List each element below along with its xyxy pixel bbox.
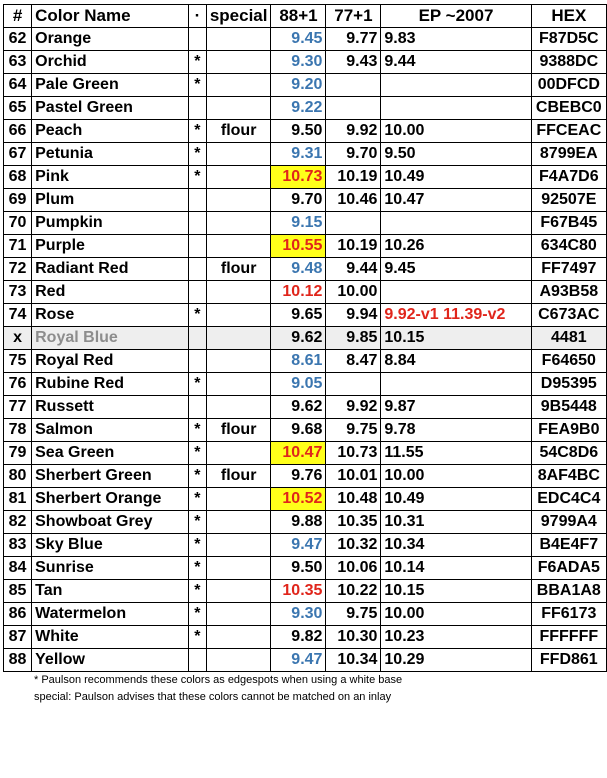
edgespot-marker: * — [189, 488, 207, 511]
value-88: 10.12 — [271, 281, 326, 304]
row-number: 87 — [4, 626, 32, 649]
table-row — [4, 649, 607, 672]
table-row — [4, 304, 607, 327]
value-88: 9.45 — [271, 28, 326, 51]
value-ep: 9.83 — [381, 28, 531, 51]
value-ep: 10.31 — [381, 511, 531, 534]
color-name: Rubine Red — [32, 373, 189, 396]
color-name: Plum — [32, 189, 189, 212]
row-number: 85 — [4, 580, 32, 603]
value-ep: 9.45 — [381, 258, 531, 281]
hex-code: F6ADA5 — [531, 557, 606, 580]
value-77: 10.19 — [326, 235, 381, 258]
value-77: 9.70 — [326, 143, 381, 166]
value-77: 10.32 — [326, 534, 381, 557]
value-77 — [326, 97, 381, 120]
row-number: 74 — [4, 304, 32, 327]
color-name: Russett — [32, 396, 189, 419]
value-ep: 10.00 — [381, 465, 531, 488]
value-88: 9.47 — [271, 649, 326, 672]
value-77 — [326, 373, 381, 396]
header-color-name: Color Name — [32, 5, 189, 28]
table-row — [4, 166, 607, 189]
row-number: 63 — [4, 51, 32, 74]
value-88: 10.52 — [271, 488, 326, 511]
row-number: 73 — [4, 281, 32, 304]
value-ep: 11.55 — [381, 442, 531, 465]
value-ep: 10.49 — [381, 166, 531, 189]
special-note — [206, 97, 271, 120]
table-row — [4, 212, 607, 235]
hex-code: 9B5448 — [531, 396, 606, 419]
row-number: 84 — [4, 557, 32, 580]
table-row — [4, 488, 607, 511]
value-ep: 9.87 — [381, 396, 531, 419]
color-name: Sherbert Green — [32, 465, 189, 488]
row-number: 81 — [4, 488, 32, 511]
color-name: White — [32, 626, 189, 649]
value-88: 9.20 — [271, 74, 326, 97]
table-row — [4, 603, 607, 626]
hex-code: F87D5C — [531, 28, 606, 51]
color-name: Tan — [32, 580, 189, 603]
value-77: 10.73 — [326, 442, 381, 465]
color-name: Pale Green — [32, 74, 189, 97]
special-note: flour — [206, 465, 271, 488]
special-note — [206, 327, 271, 350]
color-name: Peach — [32, 120, 189, 143]
hex-code: C673AC — [531, 304, 606, 327]
value-77 — [326, 74, 381, 97]
special-note — [206, 281, 271, 304]
row-number: 69 — [4, 189, 32, 212]
footnote-special: special: Paulson advises that these colors cannot be matched on an inlay — [34, 691, 392, 703]
value-88: 9.62 — [271, 327, 326, 350]
row-number: 77 — [4, 396, 32, 419]
table-row — [4, 327, 607, 350]
value-88: 9.50 — [271, 557, 326, 580]
value-77: 10.22 — [326, 580, 381, 603]
value-88: 9.76 — [271, 465, 326, 488]
value-77: 9.85 — [326, 327, 381, 350]
edgespot-marker: * — [189, 373, 207, 396]
row-number: 82 — [4, 511, 32, 534]
edgespot-marker: * — [189, 419, 207, 442]
row-number: 76 — [4, 373, 32, 396]
value-88: 9.30 — [271, 51, 326, 74]
value-88: 9.88 — [271, 511, 326, 534]
row-number: 62 — [4, 28, 32, 51]
header-77: 77+1 — [326, 5, 381, 28]
value-88: 9.65 — [271, 304, 326, 327]
value-77: 10.48 — [326, 488, 381, 511]
value-88: 9.70 — [271, 189, 326, 212]
value-88: 9.48 — [271, 258, 326, 281]
edgespot-marker: * — [189, 120, 207, 143]
table-row — [4, 74, 607, 97]
value-77: 9.44 — [326, 258, 381, 281]
hex-code: FF6173 — [531, 603, 606, 626]
color-name: Pastel Green — [32, 97, 189, 120]
row-number: 64 — [4, 74, 32, 97]
value-77: 10.46 — [326, 189, 381, 212]
color-name: Orange — [32, 28, 189, 51]
value-77: 10.00 — [326, 281, 381, 304]
edgespot-marker: * — [189, 166, 207, 189]
header-88: 88+1 — [271, 5, 326, 28]
value-ep — [381, 373, 531, 396]
color-name: Royal Red — [32, 350, 189, 373]
hex-code: 4481 — [531, 327, 606, 350]
value-ep — [381, 97, 531, 120]
table-row — [4, 442, 607, 465]
color-name: Watermelon — [32, 603, 189, 626]
value-77 — [326, 212, 381, 235]
special-note — [206, 534, 271, 557]
hex-code: F67B45 — [531, 212, 606, 235]
table-row — [4, 465, 607, 488]
hex-code: F64650 — [531, 350, 606, 373]
table-row — [4, 511, 607, 534]
hex-code: 00DFCD — [531, 74, 606, 97]
special-note — [206, 511, 271, 534]
color-name: Yellow — [32, 649, 189, 672]
color-name: Sea Green — [32, 442, 189, 465]
edgespot-marker: * — [189, 442, 207, 465]
hex-code: B4E4F7 — [531, 534, 606, 557]
special-note — [206, 626, 271, 649]
row-number: 83 — [4, 534, 32, 557]
color-name: Royal Blue — [32, 327, 189, 350]
row-number: 88 — [4, 649, 32, 672]
footnotes — [34, 672, 402, 706]
value-77: 8.47 — [326, 350, 381, 373]
value-88: 9.68 — [271, 419, 326, 442]
edgespot-marker: * — [189, 534, 207, 557]
row-number: 79 — [4, 442, 32, 465]
edgespot-marker — [189, 97, 207, 120]
hex-code: FFD861 — [531, 649, 606, 672]
value-77: 10.06 — [326, 557, 381, 580]
color-name: Sherbert Orange — [32, 488, 189, 511]
hex-code: EDC4C4 — [531, 488, 606, 511]
table-row — [4, 373, 607, 396]
value-88: 9.47 — [271, 534, 326, 557]
color-name: Red — [32, 281, 189, 304]
value-ep: 9.50 — [381, 143, 531, 166]
hex-code: 54C8D6 — [531, 442, 606, 465]
value-77: 9.75 — [326, 603, 381, 626]
value-77: 10.19 — [326, 166, 381, 189]
table-row — [4, 189, 607, 212]
table-row — [4, 281, 607, 304]
table-row — [4, 419, 607, 442]
special-note — [206, 557, 271, 580]
footnote-edgespots: * Paulson recommends these colors as edgespots when using a white base — [34, 674, 403, 686]
special-note — [206, 488, 271, 511]
color-name: Orchid — [32, 51, 189, 74]
special-note: flour — [206, 120, 271, 143]
special-note — [206, 580, 271, 603]
value-ep: 10.49 — [381, 488, 531, 511]
edgespot-marker: * — [189, 74, 207, 97]
value-ep: 10.14 — [381, 557, 531, 580]
edgespot-marker — [189, 235, 207, 258]
hex-code: FEA9B0 — [531, 419, 606, 442]
value-ep — [381, 74, 531, 97]
value-ep: 10.23 — [381, 626, 531, 649]
special-note: flour — [206, 258, 271, 281]
edgespot-marker — [189, 212, 207, 235]
value-ep: 8.84 — [381, 350, 531, 373]
special-note — [206, 235, 271, 258]
hex-code: 92507E — [531, 189, 606, 212]
edgespot-marker: * — [189, 626, 207, 649]
color-name: Sunrise — [32, 557, 189, 580]
table-row — [4, 350, 607, 373]
value-ep: 9.92-v1 11.39-v2 — [381, 304, 531, 327]
edgespot-marker — [189, 649, 207, 672]
row-number: 80 — [4, 465, 32, 488]
edgespot-marker — [189, 350, 207, 373]
special-note — [206, 603, 271, 626]
value-77: 9.94 — [326, 304, 381, 327]
edgespot-marker: * — [189, 465, 207, 488]
edgespot-marker: * — [189, 51, 207, 74]
table-row — [4, 235, 607, 258]
special-note — [206, 396, 271, 419]
value-88: 9.82 — [271, 626, 326, 649]
edgespot-marker: * — [189, 143, 207, 166]
special-note — [206, 304, 271, 327]
value-ep: 10.15 — [381, 327, 531, 350]
table-row — [4, 97, 607, 120]
row-number: 67 — [4, 143, 32, 166]
special-note — [206, 74, 271, 97]
row-number: 70 — [4, 212, 32, 235]
value-77: 9.92 — [326, 120, 381, 143]
value-77: 9.92 — [326, 396, 381, 419]
special-note — [206, 166, 271, 189]
edgespot-marker: * — [189, 603, 207, 626]
edgespot-marker — [189, 396, 207, 419]
value-ep: 10.00 — [381, 603, 531, 626]
value-77: 10.01 — [326, 465, 381, 488]
value-88: 10.47 — [271, 442, 326, 465]
color-name: Rose — [32, 304, 189, 327]
value-77: 9.77 — [326, 28, 381, 51]
special-note — [206, 212, 271, 235]
edgespot-marker: * — [189, 511, 207, 534]
edgespot-marker — [189, 281, 207, 304]
value-88: 9.31 — [271, 143, 326, 166]
hex-code: BBA1A8 — [531, 580, 606, 603]
row-number: 68 — [4, 166, 32, 189]
hex-code: 9388DC — [531, 51, 606, 74]
edgespot-marker — [189, 189, 207, 212]
header-hex: HEX — [531, 5, 606, 28]
hex-code: 8AF4BC — [531, 465, 606, 488]
table-row — [4, 396, 607, 419]
edgespot-marker: * — [189, 557, 207, 580]
header-special: special — [206, 5, 271, 28]
value-ep: 10.34 — [381, 534, 531, 557]
table-body — [4, 28, 607, 672]
value-77: 9.43 — [326, 51, 381, 74]
row-number: 75 — [4, 350, 32, 373]
table-row — [4, 557, 607, 580]
table-row — [4, 258, 607, 281]
hex-code: F4A7D6 — [531, 166, 606, 189]
row-number: 65 — [4, 97, 32, 120]
row-number: 72 — [4, 258, 32, 281]
table-row — [4, 28, 607, 51]
value-88: 10.73 — [271, 166, 326, 189]
value-ep: 10.00 — [381, 120, 531, 143]
hex-code: FFFFFF — [531, 626, 606, 649]
hex-code: 634C80 — [531, 235, 606, 258]
special-note — [206, 442, 271, 465]
edgespot-marker — [189, 327, 207, 350]
value-ep — [381, 212, 531, 235]
color-name: Pink — [32, 166, 189, 189]
special-note — [206, 189, 271, 212]
hex-code: 8799EA — [531, 143, 606, 166]
edgespot-marker: * — [189, 580, 207, 603]
color-name: Petunia — [32, 143, 189, 166]
value-ep: 10.29 — [381, 649, 531, 672]
value-ep: 10.15 — [381, 580, 531, 603]
table-row — [4, 51, 607, 74]
special-note — [206, 373, 271, 396]
edgespot-marker — [189, 28, 207, 51]
value-88: 8.61 — [271, 350, 326, 373]
header-dot: · — [189, 5, 207, 28]
value-77: 10.35 — [326, 511, 381, 534]
special-note — [206, 350, 271, 373]
value-88: 9.30 — [271, 603, 326, 626]
row-number: 78 — [4, 419, 32, 442]
color-name: Salmon — [32, 419, 189, 442]
color-name: Pumpkin — [32, 212, 189, 235]
edgespot-marker: * — [189, 304, 207, 327]
color-table — [3, 4, 607, 672]
special-note: flour — [206, 419, 271, 442]
row-number: 71 — [4, 235, 32, 258]
value-88: 9.50 — [271, 120, 326, 143]
value-77: 10.30 — [326, 626, 381, 649]
color-name: Radiant Red — [32, 258, 189, 281]
header-ep: EP ~2007 — [381, 5, 531, 28]
value-88: 10.35 — [271, 580, 326, 603]
row-number: 66 — [4, 120, 32, 143]
table-row — [4, 626, 607, 649]
color-name: Showboat Grey — [32, 511, 189, 534]
value-88: 10.55 — [271, 235, 326, 258]
table-row — [4, 580, 607, 603]
value-88: 9.15 — [271, 212, 326, 235]
row-number: x — [4, 327, 32, 350]
special-note — [206, 28, 271, 51]
value-ep: 10.26 — [381, 235, 531, 258]
value-ep: 9.44 — [381, 51, 531, 74]
value-ep: 10.47 — [381, 189, 531, 212]
hex-code: 9799A4 — [531, 511, 606, 534]
color-name: Sky Blue — [32, 534, 189, 557]
table-row — [4, 534, 607, 557]
header-num: # — [4, 5, 32, 28]
hex-code: FF7497 — [531, 258, 606, 281]
special-note — [206, 649, 271, 672]
value-77: 9.75 — [326, 419, 381, 442]
header-row — [4, 5, 607, 28]
table-row — [4, 120, 607, 143]
table-row — [4, 143, 607, 166]
special-note — [206, 143, 271, 166]
edgespot-marker — [189, 258, 207, 281]
value-88: 9.22 — [271, 97, 326, 120]
color-name: Purple — [32, 235, 189, 258]
value-77: 10.34 — [326, 649, 381, 672]
value-88: 9.05 — [271, 373, 326, 396]
special-note — [206, 51, 271, 74]
value-88: 9.62 — [271, 396, 326, 419]
hex-code: A93B58 — [531, 281, 606, 304]
value-ep: 9.78 — [381, 419, 531, 442]
row-number: 86 — [4, 603, 32, 626]
hex-code: CBEBC0 — [531, 97, 606, 120]
hex-code: D95395 — [531, 373, 606, 396]
value-ep — [381, 281, 531, 304]
hex-code: FFCEAC — [531, 120, 606, 143]
